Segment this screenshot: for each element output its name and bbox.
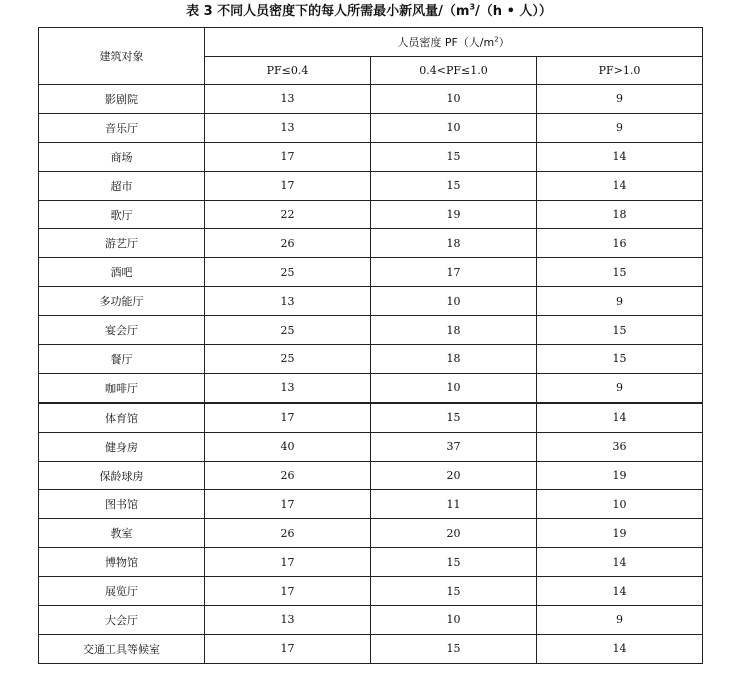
ventilation-table (38, 27, 703, 664)
cell-pf-mid: 10 (371, 113, 537, 142)
cell-pf-low: 17 (205, 142, 371, 171)
table-row (39, 345, 703, 374)
cell-pf-mid: 10 (371, 85, 537, 114)
cell-pf-high: 18 (537, 200, 703, 229)
header-density-superscript: 2 (494, 35, 499, 44)
table-row (39, 634, 703, 663)
header-col-low: PF≤0.4 (205, 57, 371, 85)
cell-pf-mid: 11 (371, 490, 537, 519)
cell-pf-high: 9 (537, 113, 703, 142)
cell-pf-mid: 15 (371, 634, 537, 663)
table-header (39, 28, 703, 85)
row-building-name: 体育馆 (39, 403, 205, 432)
cell-pf-low: 17 (205, 577, 371, 606)
cell-pf-low: 13 (205, 373, 371, 402)
header-row-1 (39, 28, 703, 57)
cell-pf-low: 25 (205, 345, 371, 374)
row-building-name: 健身房 (39, 432, 205, 461)
table-row (39, 606, 703, 635)
ventilation-table-container (38, 27, 702, 664)
row-building-name: 宴会厅 (39, 316, 205, 345)
cell-pf-high: 15 (537, 316, 703, 345)
table-row (39, 548, 703, 577)
row-building-name: 影剧院 (39, 85, 205, 114)
header-col-mid: 0.4<PF≤1.0 (371, 57, 537, 85)
table-row (39, 142, 703, 171)
table-row (39, 171, 703, 200)
cell-pf-high: 9 (537, 85, 703, 114)
cell-pf-mid: 10 (371, 287, 537, 316)
table-row (39, 519, 703, 548)
table-row (39, 490, 703, 519)
cell-pf-high: 10 (537, 490, 703, 519)
cell-pf-mid: 15 (371, 548, 537, 577)
cell-pf-low: 17 (205, 171, 371, 200)
table-row (39, 113, 703, 142)
cell-pf-mid: 15 (371, 577, 537, 606)
table-title (0, 3, 738, 21)
row-building-name: 咖啡厅 (39, 373, 205, 402)
cell-pf-low: 26 (205, 461, 371, 490)
row-building-name: 歌厅 (39, 200, 205, 229)
cell-pf-high: 19 (537, 519, 703, 548)
cell-pf-mid: 19 (371, 200, 537, 229)
row-building-name: 音乐厅 (39, 113, 205, 142)
table-row (39, 258, 703, 287)
cell-pf-high: 14 (537, 548, 703, 577)
row-building-name: 大会厅 (39, 606, 205, 635)
cell-pf-low: 13 (205, 85, 371, 114)
header-density-text: 人员密度 PF（人/m (397, 36, 495, 49)
cell-pf-mid: 15 (371, 142, 537, 171)
cell-pf-mid: 10 (371, 373, 537, 402)
header-density-group (205, 28, 703, 57)
cell-pf-low: 17 (205, 490, 371, 519)
cell-pf-high: 9 (537, 373, 703, 402)
row-building-name: 游艺厅 (39, 229, 205, 258)
cell-pf-low: 13 (205, 287, 371, 316)
table-row (39, 85, 703, 114)
cell-pf-high: 14 (537, 577, 703, 606)
cell-pf-low: 25 (205, 316, 371, 345)
row-building-name: 餐厅 (39, 345, 205, 374)
row-building-name: 教室 (39, 519, 205, 548)
row-building-name: 酒吧 (39, 258, 205, 287)
cell-pf-mid: 10 (371, 606, 537, 635)
cell-pf-mid: 20 (371, 461, 537, 490)
cell-pf-high: 15 (537, 345, 703, 374)
cell-pf-high: 14 (537, 634, 703, 663)
cell-pf-high: 14 (537, 142, 703, 171)
row-building-name: 展览厅 (39, 577, 205, 606)
table-row (39, 461, 703, 490)
cell-pf-high: 9 (537, 606, 703, 635)
header-density-suffix: ） (498, 36, 510, 49)
cell-pf-high: 15 (537, 258, 703, 287)
header-col-high: PF>1.0 (537, 57, 703, 85)
cell-pf-low: 40 (205, 432, 371, 461)
table-row (39, 373, 703, 402)
table-row (39, 432, 703, 461)
row-building-name: 超市 (39, 171, 205, 200)
cell-pf-low: 25 (205, 258, 371, 287)
cell-pf-mid: 37 (371, 432, 537, 461)
cell-pf-mid: 17 (371, 258, 537, 287)
row-building-name: 保龄球房 (39, 461, 205, 490)
cell-pf-high: 9 (537, 287, 703, 316)
cell-pf-low: 26 (205, 519, 371, 548)
cell-pf-low: 26 (205, 229, 371, 258)
table-row (39, 229, 703, 258)
cell-pf-high: 16 (537, 229, 703, 258)
table-row (39, 200, 703, 229)
cell-pf-low: 17 (205, 403, 371, 432)
table-row (39, 316, 703, 345)
cell-pf-high: 36 (537, 432, 703, 461)
cell-pf-high: 14 (537, 171, 703, 200)
row-building-name: 交通工具等候室 (39, 634, 205, 663)
cell-pf-low: 22 (205, 200, 371, 229)
row-building-name: 图书馆 (39, 490, 205, 519)
table-row (39, 403, 703, 432)
row-building-name: 商场 (39, 142, 205, 171)
cell-pf-low: 13 (205, 113, 371, 142)
table-title-text: 表 3 不同人员密度下的每人所需最小新风量/（m (186, 4, 470, 19)
table-body (39, 85, 703, 664)
row-building-name: 多功能厅 (39, 287, 205, 316)
header-building-object: 建筑对象 (39, 28, 205, 85)
cell-pf-mid: 20 (371, 519, 537, 548)
cell-pf-mid: 18 (371, 316, 537, 345)
cell-pf-mid: 18 (371, 229, 537, 258)
cell-pf-low: 17 (205, 634, 371, 663)
cell-pf-mid: 15 (371, 171, 537, 200)
cell-pf-mid: 18 (371, 345, 537, 374)
table-title-suffix: /（h • 人）） (475, 4, 552, 19)
cell-pf-high: 14 (537, 403, 703, 432)
cell-pf-low: 13 (205, 606, 371, 635)
row-building-name: 博物馆 (39, 548, 205, 577)
table-row (39, 577, 703, 606)
cell-pf-low: 17 (205, 548, 371, 577)
table-row (39, 287, 703, 316)
cell-pf-high: 19 (537, 461, 703, 490)
cell-pf-mid: 15 (371, 403, 537, 432)
table-title-superscript: 3 (469, 2, 476, 12)
